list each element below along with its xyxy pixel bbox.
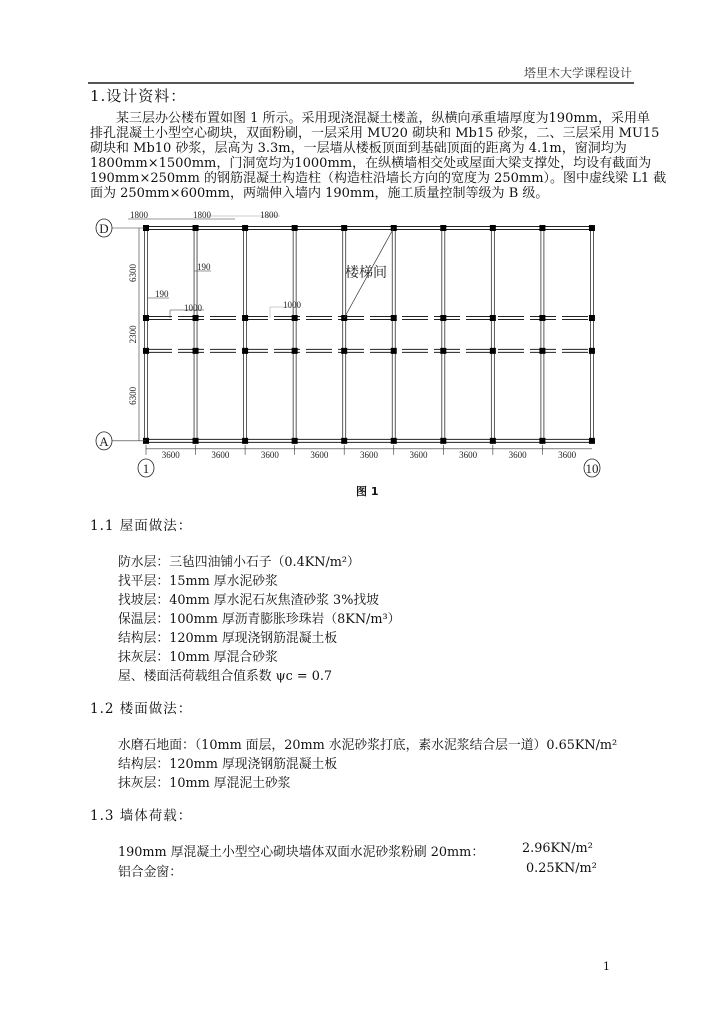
wall-load-value: 0.25KN/m² — [526, 861, 597, 876]
span-dimension-label: 6300 — [128, 264, 138, 282]
column-mark — [193, 225, 199, 231]
paragraph-line: 砌块和 Mb10 砂浆，层高为 3.3m，一层墙从楼板顶面到基础顶面的距离为 4.1m，窗洞均为 — [90, 141, 627, 156]
list-item: 水磨石地面：（10mm 面层，20mm 水泥砂浆打底，素水泥浆结合层一道）0.65KN/m² — [118, 738, 618, 753]
top-dimension-label: 1800 — [193, 210, 211, 220]
column-mark — [242, 225, 248, 231]
column-mark — [292, 348, 298, 354]
column-mark — [193, 348, 199, 354]
top-dimension-label: 1800 — [130, 210, 148, 220]
section-title: 1.2 楼面做法： — [90, 701, 193, 717]
column-mark — [539, 315, 545, 321]
span-dimension-label: 2300 — [128, 325, 138, 344]
paragraph-line: 面为 250mm×600mm，两端伸入墙内 190mm，施工质量控制等级为 B 级。 — [90, 186, 549, 201]
bay-dimension-label: 3600 — [459, 449, 478, 460]
paragraph-line: 排孔混凝土小型空心砌块，双面粉刷，一层采用 MU20 砌块和 Mb15 砂浆，二、三层采用 MU15 — [90, 126, 660, 141]
column-mark — [242, 348, 248, 354]
door-width-label: 1000 — [184, 303, 202, 313]
column-mark — [341, 348, 347, 354]
bay-dimension-label: 3600 — [260, 449, 279, 460]
top-dimension-label: 1800 — [260, 210, 278, 220]
axis-label-d: D — [99, 221, 109, 236]
column-mark — [440, 315, 446, 321]
column-mark — [391, 348, 397, 354]
column-mark — [143, 348, 149, 354]
column-mark — [193, 438, 199, 444]
bay-dimension-label: 3600 — [558, 449, 577, 460]
column-mark — [193, 315, 199, 321]
section-title: 1.设计资料： — [90, 87, 187, 105]
wall-thickness-label: 190 — [197, 262, 211, 272]
bay-dimension-label: 3600 — [211, 449, 230, 460]
page-number: 1 — [603, 960, 610, 973]
span-dimension-label: 6300 — [128, 386, 138, 405]
bay-dimension-label: 3600 — [310, 449, 329, 460]
wall-thickness-label: 190 — [155, 289, 169, 299]
column-mark — [490, 438, 496, 444]
column-mark — [539, 438, 545, 444]
column-mark — [490, 348, 496, 354]
list-item: 屋、楼面活荷载组合值系数 ψc = 0.7 — [118, 669, 333, 684]
paragraph-line: 1800mm×1500mm，门洞宽均为1000mm，在纵横墙相交处或屋面大梁支撑处，均设有截面为 — [90, 156, 652, 171]
column-mark — [589, 225, 595, 231]
column-mark — [341, 438, 347, 444]
wall-load-label: 190mm 厚混凝土小型空心砌块墙体双面水泥砂浆粉刷 20mm： — [118, 845, 485, 860]
list-item: 抹灰层：10mm 厚混泥土砂浆 — [118, 776, 291, 791]
column-mark — [490, 225, 496, 231]
bay-dimension-label: 3600 — [409, 449, 428, 460]
column-mark — [391, 315, 397, 321]
column-mark — [242, 438, 248, 444]
section-title: 1.3 墙体荷载： — [90, 808, 193, 824]
column-mark — [341, 225, 347, 231]
floor-plan — [0, 0, 724, 500]
bay-dimension-label: 3600 — [508, 449, 527, 460]
bay-dimension-label: 3600 — [161, 449, 180, 460]
axis-label-1: 1 — [142, 461, 150, 476]
paragraph-line: 某三层办公楼布置如图 1 所示。采用现浇混凝土楼盖，纵横向承重墙厚度为190mm，采用单 — [90, 111, 651, 126]
list-item: 结构层：120mm 厚现浇钢筋混凝土板 — [118, 757, 338, 772]
column-mark — [589, 438, 595, 444]
column-mark — [143, 315, 149, 321]
column-mark — [539, 225, 545, 231]
document-header: 塔里木大学课程设计 — [523, 66, 632, 80]
list-item: 防水层：三毡四油铺小石子（0.4KN/m²） — [118, 555, 360, 570]
figure-caption: 图 1 — [356, 485, 379, 498]
list-item: 找平层：15mm 厚水泥砂浆 — [118, 574, 278, 589]
list-item: 找坡层：40mm 厚水泥石灰焦渣砂浆 3%找坡 — [118, 593, 379, 608]
paragraph-line: 190mm×250mm 的钢筋混凝土构造柱（构造柱沿墙长方向的宽度为 250mm）。图中虚线梁 L1 截 — [90, 171, 667, 186]
axis-label-10: 10 — [585, 461, 599, 476]
bay-dimension-label: 3600 — [359, 449, 378, 460]
column-mark — [440, 438, 446, 444]
column-mark — [539, 348, 545, 354]
column-mark — [242, 315, 248, 321]
column-mark — [292, 225, 298, 231]
column-mark — [440, 348, 446, 354]
section-title: 1.1 屋面做法： — [90, 518, 193, 534]
wall-load-value: 2.96KN/m² — [522, 841, 593, 856]
column-mark — [391, 438, 397, 444]
column-mark — [292, 315, 298, 321]
axis-label-a: A — [99, 433, 109, 449]
list-item: 抹灰层：10mm 厚混合砂浆 — [118, 650, 278, 665]
column-mark — [292, 438, 298, 444]
door-width-label: 1000 — [283, 300, 301, 310]
column-mark — [490, 315, 496, 321]
column-mark — [589, 348, 595, 354]
wall-load-label: 铝合金窗： — [118, 865, 182, 880]
stair-label: 楼梯间 — [345, 266, 387, 281]
column-mark — [589, 315, 595, 321]
list-item: 结构层：120mm 厚现浇钢筋混凝土板 — [118, 631, 338, 646]
column-mark — [440, 225, 446, 231]
list-item: 保温层：100mm 厚沥青膨胀珍珠岩（8KN/m³） — [118, 612, 401, 627]
